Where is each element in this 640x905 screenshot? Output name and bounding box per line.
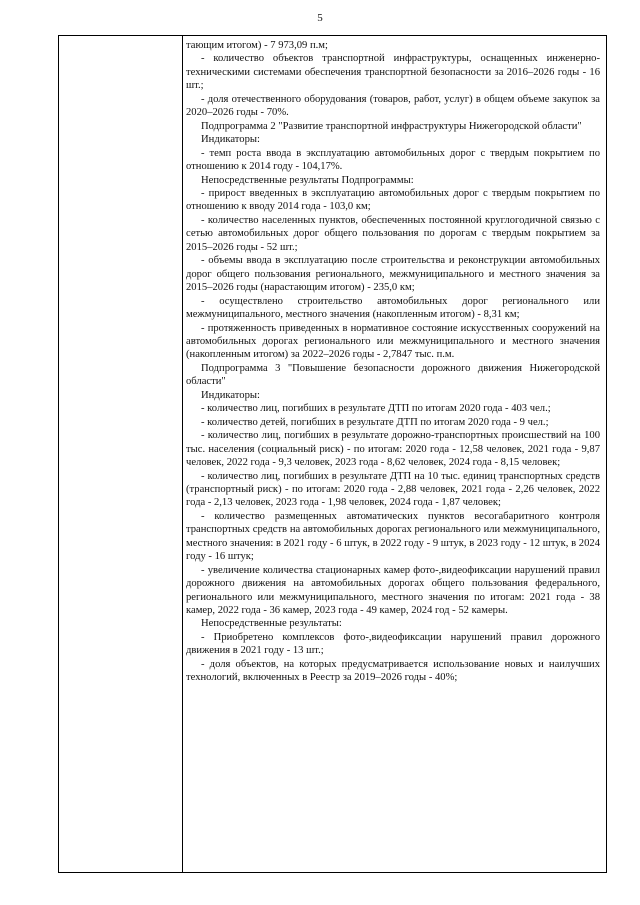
paragraph: - количество объектов транспортной инфраструктуры, оснащенных инженерно-техническими системами обеспечения транспортной безопасности за 2016–2026 годы - 16 шт.; [186,53,600,92]
paragraph: - количество размещенных автоматических пунктов весогабаритного контроля транспортных средств на автомобильных дорогах регионального или межмуниципального, местного значения: в 2021 году - 6 штук, в 2022 году - 9 штук, в 2023 году - 12 штук, в 2024 году - 16 штук; [186,510,600,563]
paragraph: тающим итогом) - 7 973,09 п.м; [186,40,328,51]
paragraph: - количество лиц, погибших в результате ДТП по итогам 2020 года - 403 чел.; [201,403,551,415]
table-cell-content [186,39,600,685]
paragraph: Непосредственные результаты: [201,618,342,630]
paragraph: - количество лиц, погибших в результате дорожно-транспортных происшествий на 100 тыс. населения (социальный риск) - по итогам: 2020 года - 12,58 человек, 2021 года - 9,87 человек, 2022 года - 9,3 человек, 2023 года - 8,62 человек, 2024 года - 8,15 человек; [186,430,600,469]
paragraph: - доля объектов, на которых предусматривается использование новых и наилучших технологий, включенных в Реестр за 2019–2026 годы - 40%; [186,658,600,684]
paragraph: Индикаторы: [201,389,260,401]
paragraph: - увеличение количества стационарных камер фото-,видеофиксации нарушений правил дорожного движения на автомобильных дорогах общего пользования федерального, регионального или межмуниципального, местного значения по итогам: 2021 года - 38 камер, 2022 года - 36 камер, 2023 года - 49 камер, 2024 год - 52 камеры. [186,564,600,617]
page-number: 5 [317,12,323,24]
paragraph: - протяженность приведенных в нормативное состояние искусственных сооружений на автомобильных дорогах регионального или межмуниципального и местного значения (накопленным итогом) за 2022–2026 годы - 2,7847 тыс. п.м. [186,322,600,361]
paragraph: - доля отечественного оборудования (товаров, работ, услуг) в общем объеме закупок за 2020–2026 годы - 70%. [186,93,600,119]
paragraph: Непосредственные результаты Подпрограммы: [201,174,414,186]
paragraph: Подпрограмма 2 "Развитие транспортной инфраструктуры Нижегородской области" [201,120,582,132]
paragraph: - прирост введенных в эксплуатацию автомобильных дорог с твердым покрытием по отношению к вводу 2014 года - 103,0 км; [186,187,600,213]
paragraph: - Приобретено комплексов фото-,видеофиксации нарушений правил дорожного движения в 2021 году - 13 шт.; [186,631,600,657]
paragraph: - объемы ввода в эксплуатацию после строительства и реконструкции автомобильных дорог общего пользования регионального, межмуниципального и местного значения за 2015–2026 годы (нарастающим итогом) - 235,0 км; [186,255,600,294]
paragraph: - осуществлено строительство автомобильных дорог регионального или межмуниципального, местного значения (накопленным итогом) - 8,31 км; [186,295,600,321]
paragraph: - количество лиц, погибших в результате ДТП на 10 тыс. единиц транспортных средств (транспортный риск) - по итогам: 2020 года - 2,88 человек, 2021 года - 2,26 человек, 2022 года - 2,13 человек, 2023 года - 1,98 человек, 2024 года - 1,87 человек; [186,470,600,509]
paragraph: Индикаторы: [201,134,260,146]
paragraph: - темп роста ввода в эксплуатацию автомобильных дорог с твердым покрытием по отношению к 2014 году - 104,17%. [186,147,600,173]
paragraph: - количество населенных пунктов, обеспеченных постоянной круглогодичной связью с сетью автомобильных дорог общего пользования по дорогам с твердым покрытием за 2015–2026 годы - 52 шт.; [186,214,600,253]
column-divider [182,36,183,872]
passport-table [58,35,607,873]
paragraph: - количество детей, погибших в результате ДТП по итогам 2020 года - 9 чел.; [201,416,549,428]
paragraph: Подпрограмма 3 "Повышение безопасности дорожного движения Нижегородской области" [186,362,600,388]
